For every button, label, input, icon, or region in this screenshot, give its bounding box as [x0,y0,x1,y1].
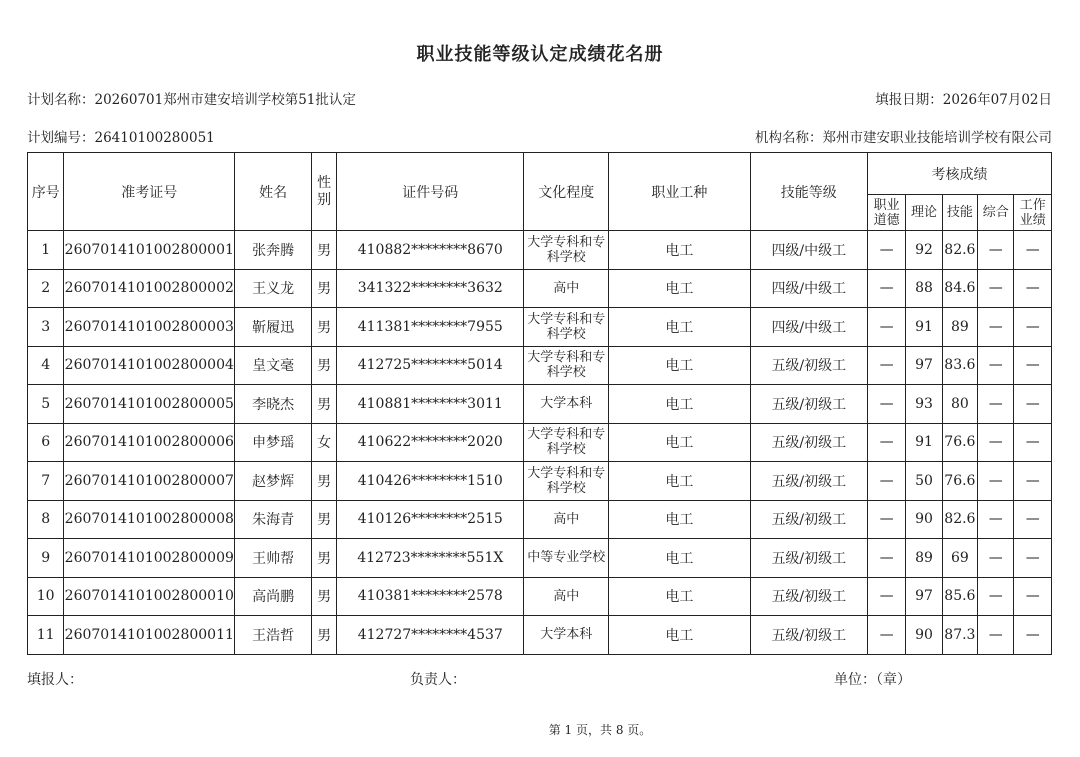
work-score-cell: — [1014,423,1052,462]
table-row [28,577,1052,616]
name-cell: 张奔腾 [235,231,312,270]
table-row [28,616,1052,655]
exam-number-cell: 2607014101002800004 [64,346,235,385]
header-ethics: 职业道德 [867,195,905,231]
overall-score-cell: — [978,423,1014,462]
theory-score-cell: 91 [906,308,942,347]
exam-number-cell: 2607014101002800011 [64,616,235,655]
header-exam-no: 准考证号 [64,153,235,231]
id-number-cell: 412723********551X [337,539,524,578]
organization-label: 机构名称： [755,130,823,146]
ethics-score-cell: — [867,231,905,270]
header-id-no: 证件号码 [337,153,524,231]
job-cell: 电工 [609,500,751,539]
roster-body [28,231,1052,655]
education-cell: 高中 [524,500,609,539]
work-score-cell: — [1014,462,1052,501]
work-score-cell: — [1014,500,1052,539]
education-cell: 大学专科和专科学校 [524,346,609,385]
organization [755,126,1052,146]
plan-name-value: 20260701郑州市建安培训学校第51批认定 [94,92,356,108]
work-score-cell: — [1014,539,1052,578]
skill-level-cell: 五级/初级工 [750,500,867,539]
header-row-1 [28,153,1052,195]
header-scores: 考核成绩 [867,153,1051,195]
table-row [28,385,1052,424]
id-number-cell: 410622********2020 [337,423,524,462]
seq-cell: 9 [28,539,64,578]
exam-number-cell: 2607014101002800010 [64,577,235,616]
ethics-score-cell: — [867,539,905,578]
filler-label: 填报人： [27,672,83,688]
overall-score-cell: — [978,269,1014,308]
gender-cell: 男 [312,462,337,501]
gender-cell: 男 [312,616,337,655]
education-cell: 高中 [524,269,609,308]
overall-score-cell: — [978,462,1014,501]
skill-score-cell: 82.6 [942,231,977,270]
gender-cell: 男 [312,231,337,270]
theory-score-cell: 92 [906,231,942,270]
table-row [28,500,1052,539]
skill-level-cell: 五级/初级工 [750,346,867,385]
seq-cell: 2 [28,269,64,308]
skill-score-cell: 82.6 [942,500,977,539]
seq-cell: 7 [28,462,64,501]
plan-number-value: 26410100280051 [94,130,215,146]
skill-level-cell: 五级/初级工 [750,462,867,501]
seq-cell: 10 [28,577,64,616]
job-cell: 电工 [609,385,751,424]
ethics-score-cell: — [867,616,905,655]
skill-level-cell: 四级/中级工 [750,231,867,270]
gender-cell: 男 [312,385,337,424]
table-row [28,462,1052,501]
theory-score-cell: 93 [906,385,942,424]
exam-number-cell: 2607014101002800003 [64,308,235,347]
job-cell: 电工 [609,231,751,270]
job-cell: 电工 [609,308,751,347]
gender-cell: 男 [312,269,337,308]
seq-cell: 4 [28,346,64,385]
skill-level-cell: 四级/中级工 [750,269,867,308]
exam-number-cell: 2607014101002800008 [64,500,235,539]
education-cell: 大学专科和专科学校 [524,308,609,347]
seq-cell: 8 [28,500,64,539]
education-cell: 中等专业学校 [524,539,609,578]
header-education: 文化程度 [524,153,609,231]
job-cell: 电工 [609,577,751,616]
job-cell: 电工 [609,616,751,655]
work-score-cell: — [1014,385,1052,424]
theory-score-cell: 97 [906,346,942,385]
name-cell: 皇文毫 [235,346,312,385]
overall-score-cell: — [978,500,1014,539]
table-row [28,346,1052,385]
work-score-cell: — [1014,308,1052,347]
exam-number-cell: 2607014101002800007 [64,462,235,501]
page-title: 职业技能等级认定成绩花名册 [416,44,664,65]
education-cell: 大学专科和专科学校 [524,231,609,270]
seq-cell: 11 [28,616,64,655]
plan-name [27,88,356,108]
ethics-score-cell: — [867,423,905,462]
theory-score-cell: 88 [906,269,942,308]
header-theory: 理论 [906,195,942,231]
work-score-cell: — [1014,577,1052,616]
table-row [28,308,1052,347]
overall-score-cell: — [978,577,1014,616]
gender-cell: 男 [312,308,337,347]
name-cell: 高尚鹏 [235,577,312,616]
fill-date-value: 2026年07月02日 [942,92,1052,108]
name-cell: 申梦瑶 [235,423,312,462]
job-cell: 电工 [609,346,751,385]
id-number-cell: 410882********8670 [337,231,524,270]
header-skill: 技能 [942,195,977,231]
skill-level-cell: 五级/初级工 [750,385,867,424]
skill-score-cell: 69 [942,539,977,578]
gender-cell: 男 [312,577,337,616]
exam-number-cell: 2607014101002800002 [64,269,235,308]
work-score-cell: — [1014,346,1052,385]
name-cell: 靳履迅 [235,308,312,347]
theory-score-cell: 89 [906,539,942,578]
skill-level-cell: 五级/初级工 [750,577,867,616]
skill-score-cell: 87.3 [942,616,977,655]
seq-cell: 6 [28,423,64,462]
exam-number-cell: 2607014101002800001 [64,231,235,270]
id-number-cell: 410381********2578 [337,577,524,616]
score-roster-table [27,152,1052,655]
header-work: 工作业绩 [1014,195,1052,231]
table-row [28,231,1052,270]
name-cell: 王帅帮 [235,539,312,578]
name-cell: 赵梦辉 [235,462,312,501]
table-row [28,539,1052,578]
ethics-score-cell: — [867,346,905,385]
job-cell: 电工 [609,539,751,578]
overall-score-cell: — [978,539,1014,578]
header-level: 技能等级 [750,153,867,231]
seq-cell: 5 [28,385,64,424]
overall-score-cell: — [978,346,1014,385]
theory-score-cell: 90 [906,616,942,655]
skill-score-cell: 76.6 [942,462,977,501]
exam-number-cell: 2607014101002800005 [64,385,235,424]
header-overall: 综合 [978,195,1014,231]
overall-score-cell: — [978,231,1014,270]
plan-name-label: 计划名称： [27,92,95,108]
gender-cell: 男 [312,346,337,385]
plan-number [27,126,215,146]
theory-score-cell: 50 [906,462,942,501]
ethics-score-cell: — [867,269,905,308]
id-number-cell: 410126********2515 [337,500,524,539]
ethics-score-cell: — [867,385,905,424]
exam-number-cell: 2607014101002800009 [64,539,235,578]
fill-date [875,88,1052,108]
manager-label: 负责人： [410,672,466,688]
skill-score-cell: 84.6 [942,269,977,308]
ethics-score-cell: — [867,500,905,539]
skill-score-cell: 80 [942,385,977,424]
unit-seal-label: 单位：（章） [834,672,911,688]
skill-level-cell: 五级/初级工 [750,616,867,655]
education-cell: 大学本科 [524,385,609,424]
fill-date-label: 填报日期： [875,92,943,108]
id-number-cell: 412725********5014 [337,346,524,385]
job-cell: 电工 [609,462,751,501]
name-cell: 王浩哲 [235,616,312,655]
work-score-cell: — [1014,231,1052,270]
exam-number-cell: 2607014101002800006 [64,423,235,462]
name-cell: 王义龙 [235,269,312,308]
skill-level-cell: 五级/初级工 [750,423,867,462]
overall-score-cell: — [978,616,1014,655]
ethics-score-cell: — [867,308,905,347]
skill-level-cell: 四级/中级工 [750,308,867,347]
skill-level-cell: 五级/初级工 [750,539,867,578]
organization-value: 郑州市建安职业技能培训学校有限公司 [822,130,1052,146]
education-cell: 高中 [524,577,609,616]
name-cell: 朱海青 [235,500,312,539]
page-indicator: 第 1 页，共 8 页。 [548,723,652,737]
overall-score-cell: — [978,385,1014,424]
work-score-cell: — [1014,616,1052,655]
theory-score-cell: 90 [906,500,942,539]
gender-cell: 男 [312,500,337,539]
id-number-cell: 410426********1510 [337,462,524,501]
plan-number-label: 计划编号： [27,130,95,146]
id-number-cell: 411381********7955 [337,308,524,347]
ethics-score-cell: — [867,577,905,616]
id-number-cell: 412727********4537 [337,616,524,655]
ethics-score-cell: — [867,462,905,501]
gender-cell: 男 [312,539,337,578]
header-seq: 序号 [28,153,64,231]
header-job: 职业工种 [609,153,751,231]
education-cell: 大学本科 [524,616,609,655]
name-cell: 李晓杰 [235,385,312,424]
education-cell: 大学专科和专科学校 [524,462,609,501]
theory-score-cell: 97 [906,577,942,616]
skill-score-cell: 83.6 [942,346,977,385]
job-cell: 电工 [609,423,751,462]
work-score-cell: — [1014,269,1052,308]
education-cell: 大学专科和专科学校 [524,423,609,462]
job-cell: 电工 [609,269,751,308]
header-gender: 性别 [312,153,337,231]
id-number-cell: 410881********3011 [337,385,524,424]
seq-cell: 1 [28,231,64,270]
theory-score-cell: 91 [906,423,942,462]
id-number-cell: 341322********3632 [337,269,524,308]
skill-score-cell: 89 [942,308,977,347]
table-row [28,269,1052,308]
overall-score-cell: — [978,308,1014,347]
seq-cell: 3 [28,308,64,347]
skill-score-cell: 85.6 [942,577,977,616]
gender-cell: 女 [312,423,337,462]
header-name: 姓名 [235,153,312,231]
skill-score-cell: 76.6 [942,423,977,462]
table-row [28,423,1052,462]
